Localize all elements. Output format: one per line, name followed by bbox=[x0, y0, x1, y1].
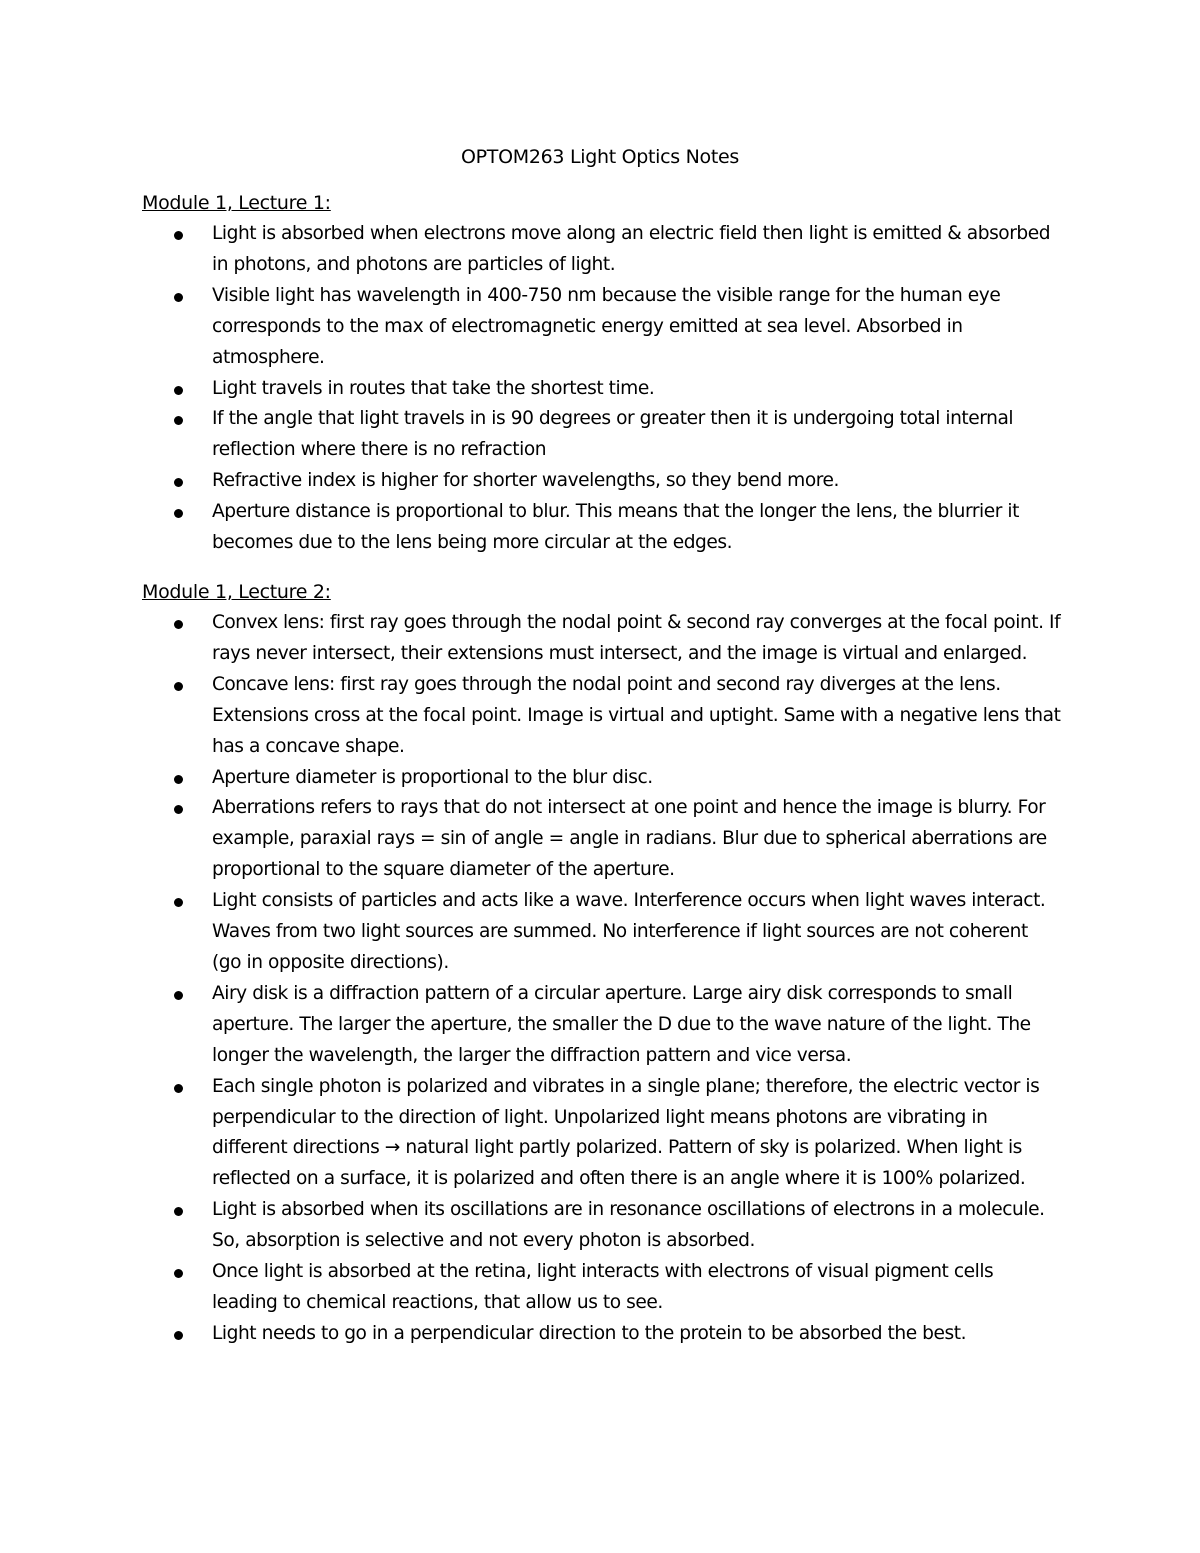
bullet-icon bbox=[174, 231, 183, 240]
list-item: Light travels in routes that take the shortest time. bbox=[142, 374, 1062, 405]
list-item: Convex lens: first ray goes through the nodal point & second ray converges at the focal point. If rays never intersect, their extensions must intersect, and the image is virtual and enlarged. bbox=[142, 608, 1062, 670]
bullet-icon bbox=[174, 1269, 183, 1278]
list-item: Light is absorbed when its oscillations are in resonance oscillations of electrons in a molecule. So, absorption is selective and not every photon is absorbed. bbox=[142, 1195, 1062, 1257]
bullet-icon bbox=[174, 991, 183, 1000]
bullet-icon bbox=[174, 1207, 183, 1216]
bullet-list bbox=[142, 608, 1062, 1350]
section-module-1-lecture-2 bbox=[142, 577, 1062, 1350]
list-item: Visible light has wavelength in 400-750 nm because the visible range for the human eye corresponds to the max of electromagnetic energy emitted at sea level. Absorbed in atmosphere. bbox=[142, 281, 1062, 374]
list-item: Aperture distance is proportional to blur. This means that the longer the lens, the blurrier it becomes due to the lens being more circular at the edges. bbox=[142, 497, 1062, 559]
list-item: Refractive index is higher for shorter wavelengths, so they bend more. bbox=[142, 466, 1062, 497]
list-item: Aberrations refers to rays that do not intersect at one point and hence the image is blurry. For example, paraxial rays = sin of angle = angle in radians. Blur due to spherical aberrations are proportional to the square diameter of the aperture. bbox=[142, 793, 1062, 886]
bullet-icon bbox=[174, 1084, 183, 1093]
list-item: Once light is absorbed at the retina, light interacts with electrons of visual pigment cells leading to chemical reactions, that allow us to see. bbox=[142, 1257, 1062, 1319]
bullet-icon bbox=[174, 775, 183, 784]
bullet-icon bbox=[174, 898, 183, 907]
bullet-icon bbox=[174, 509, 183, 518]
bullet-list bbox=[142, 219, 1062, 559]
bullet-icon bbox=[174, 805, 183, 814]
term-concave-lens: Concave lens bbox=[212, 673, 329, 695]
list-item: Light is absorbed when electrons move along an electric field then light is emitted & absorbed in photons, and photons are particles of light. bbox=[142, 219, 1062, 281]
list-item: If the angle that light travels in is 90 degrees or greater then it is undergoing total internal reflection where there is no refraction bbox=[142, 404, 1062, 466]
list-item: Each single photon is polarized and vibrates in a single plane; therefore, the electric vector is perpendicular to the direction of light. Unpolarized light means photons are vibrating in different directions → natural light partly polarized. Pattern of sky is polarized. When light is reflected on a surface, it is polarized and often there is an angle where it is 100% polarized. bbox=[142, 1072, 1062, 1196]
bullet-icon bbox=[174, 1331, 183, 1340]
bullet-icon bbox=[174, 478, 183, 487]
list-item: Light needs to go in a perpendicular direction to the protein to be absorbed the best. bbox=[142, 1319, 1062, 1350]
bullet-icon bbox=[174, 416, 183, 425]
section-module-1-lecture-1 bbox=[142, 188, 1062, 559]
list-item: Light consists of particles and acts like a wave. Interference occurs when light waves interact. Waves from two light sources are summed. No interference if light sources are not coherent (go in opposite directions). bbox=[142, 886, 1062, 979]
bullet-icon bbox=[174, 682, 183, 691]
document-title: OPTOM263 Light Optics Notes bbox=[460, 146, 740, 168]
bullet-icon bbox=[174, 386, 183, 395]
list-item: Airy disk is a diffraction pattern of a circular aperture. Large airy disk corresponds to small aperture. The larger the aperture, the smaller the D due to the wave nature of the light. The longer the wavelength, the larger the diffraction pattern and vice versa. bbox=[142, 979, 1062, 1072]
section-heading: Module 1, Lecture 2: bbox=[142, 581, 331, 603]
section-heading: Module 1, Lecture 1: bbox=[142, 192, 331, 214]
list-item: Concave lens: first ray goes through the nodal point and second ray diverges at the lens. Extensions cross at the focal point. Image is virtual and uptight. Same with a negative lens that has a concave shape. bbox=[142, 670, 1062, 763]
term-convex-lens: Convex lens bbox=[212, 612, 319, 633]
bullet-icon bbox=[174, 293, 183, 302]
bullet-icon bbox=[174, 620, 183, 629]
list-item: Aperture diameter is proportional to the blur disc. bbox=[142, 763, 1062, 794]
